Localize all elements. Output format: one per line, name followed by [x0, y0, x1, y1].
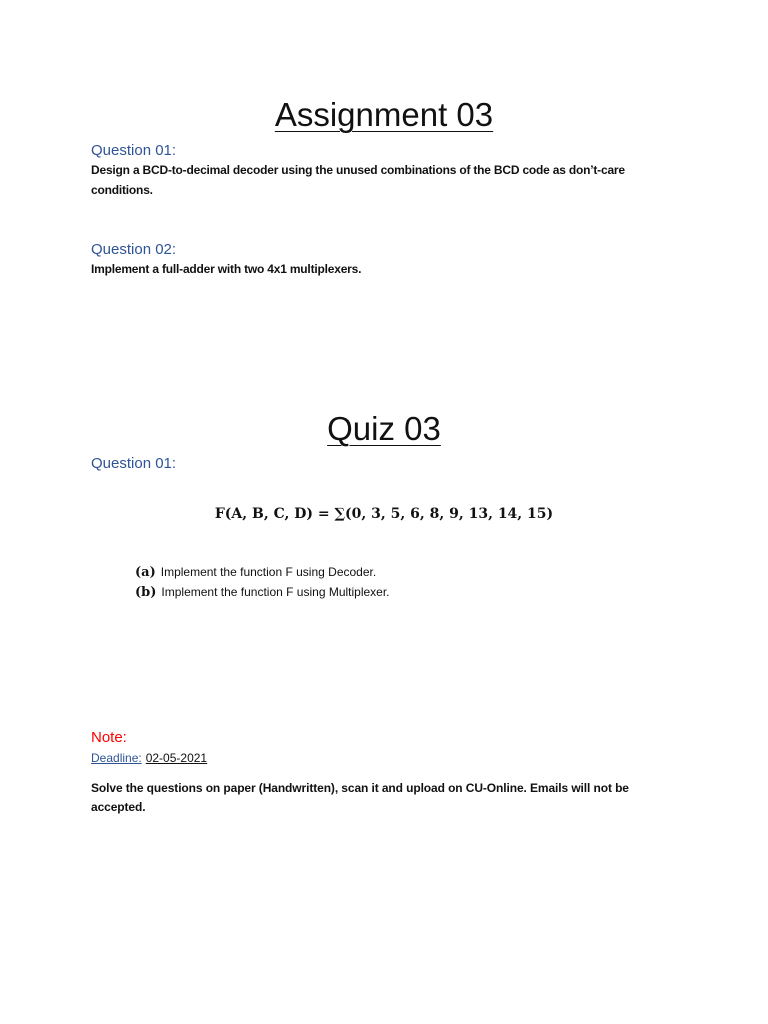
deadline-value: 02-05-2021 — [145, 751, 208, 765]
quiz-question-1-heading: Question 01: — [91, 455, 177, 472]
quiz-part-a-text: Implement the function F using Decoder. — [160, 565, 377, 579]
quiz-part-a-label: (a) — [135, 565, 156, 580]
quiz-part-a — [135, 565, 376, 580]
quiz-part-b-text: Implement the function F using Multiplexer. — [161, 585, 390, 599]
assignment-question-1-text: Design a BCD-to-decimal decoder using the unused combinations of the BCD code as don’t-care conditions. — [91, 163, 625, 197]
assignment-question-2-heading: Question 02: — [91, 241, 177, 258]
assignment-question-2-text: Implement a full-adder with two 4x1 multiplexers. — [91, 262, 362, 276]
quiz-part-b-label: (b) — [135, 585, 157, 600]
deadline-line — [91, 751, 207, 765]
assignment-question-1-heading: Question 01: — [91, 142, 177, 159]
submission-instructions: Solve the questions on paper (Handwritten), scan it and upload on CU-Online. Emails will not be accepted. — [91, 781, 629, 814]
boolean-function-formula: F(A, B, C, D) = ∑(0, 3, 5, 6, 8, 9, 13, 14, 15) — [214, 506, 554, 522]
deadline-label: Deadline: — [91, 751, 142, 765]
note-heading: Note: — [91, 729, 127, 746]
quiz-title: Quiz 03 — [327, 410, 441, 447]
quiz-part-b — [135, 585, 390, 600]
assignment-title: Assignment 03 — [274, 96, 494, 133]
